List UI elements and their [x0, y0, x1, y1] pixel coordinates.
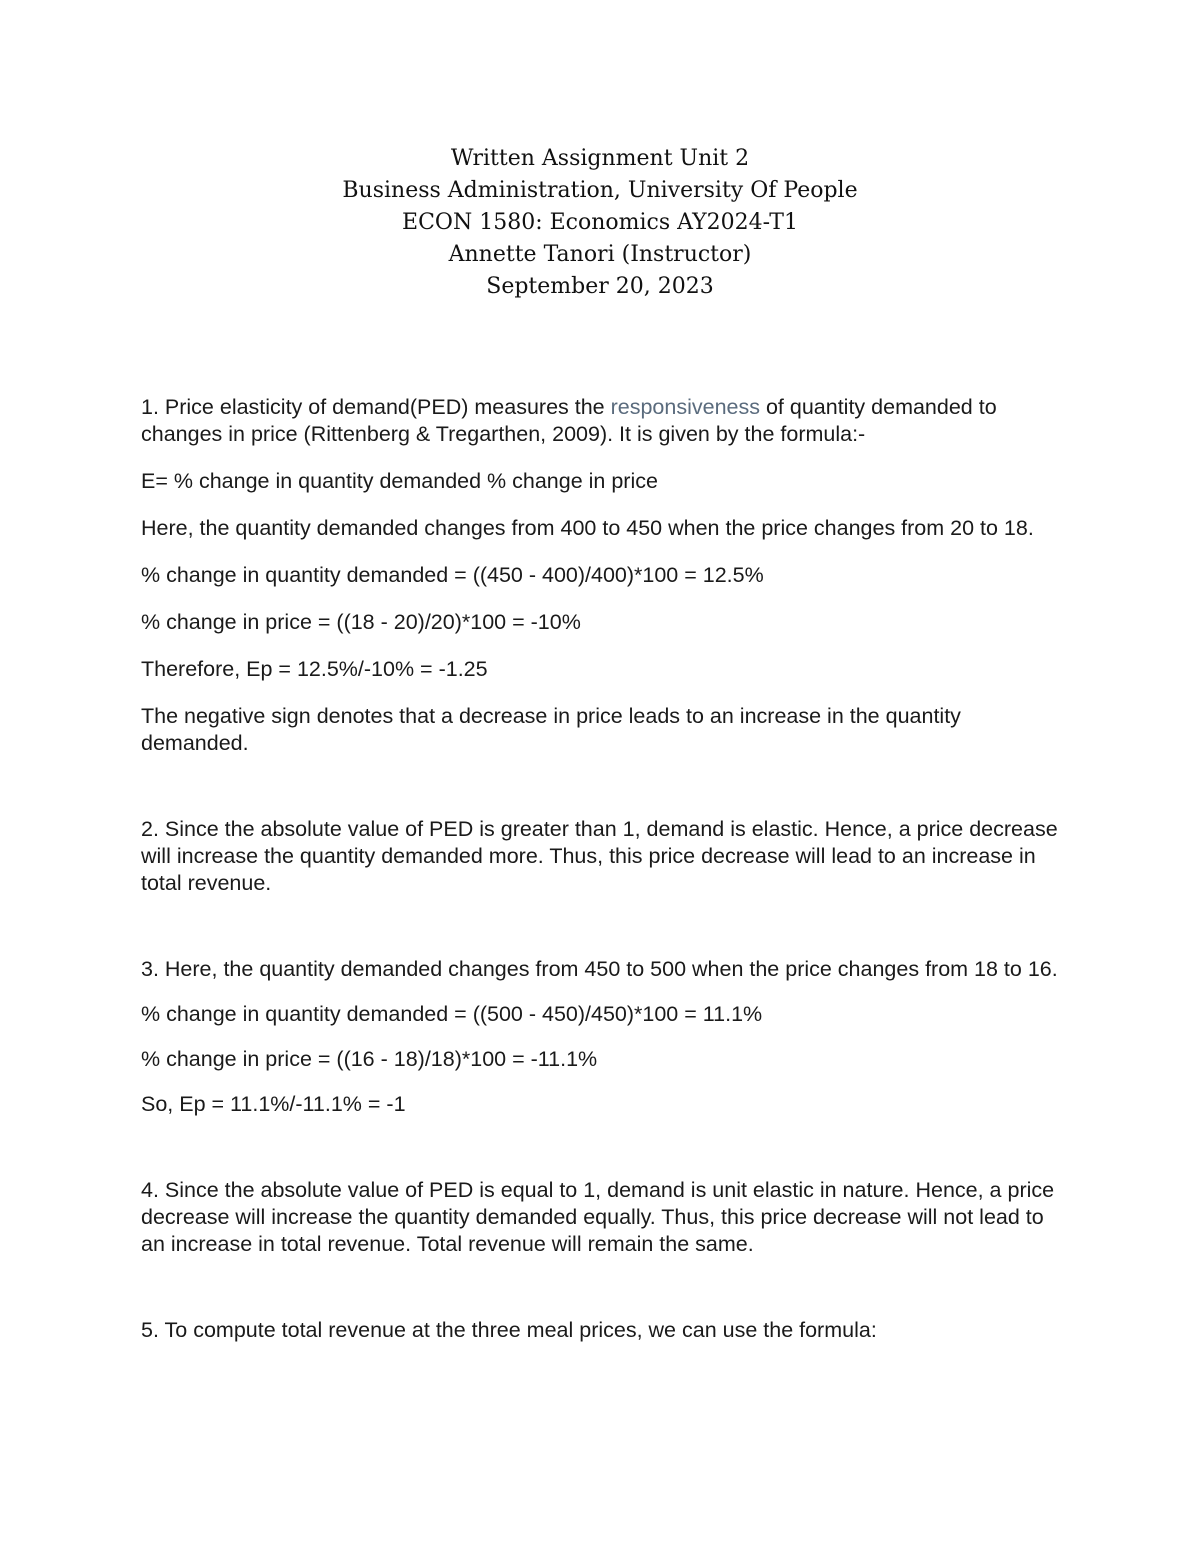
q3-context: 3. Here, the quantity demanded changes from 450 to 500 when the price changes from 18 to 16. — [141, 957, 1058, 981]
q1-formula: E= % change in quantity demanded % change in price — [141, 469, 658, 493]
q3-result: So, Ep = 11.1%/-11.1% = -1 — [141, 1092, 406, 1116]
q1-note: The negative sign denotes that a decrease in price leads to an increase in the quantity demanded. — [141, 704, 961, 755]
responsiveness-link[interactable]: responsiveness — [610, 395, 760, 419]
q1-context: Here, the quantity demanded changes from 400 to 450 when the price changes from 20 to 18. — [141, 516, 1034, 540]
assignment-title: Written Assignment Unit 2 — [450, 146, 750, 171]
instructor-line: Annette Tanori (Instructor) — [448, 242, 752, 267]
q1-price-change: % change in price = ((18 - 20)/20)*100 = -10% — [141, 610, 581, 634]
q4-paragraph: 4. Since the absolute value of PED is equal to 1, demand is unit elastic in nature. Hence, a price decrease will increase the quantity demanded equally. Thus, this price decrease will not lead to an increase in total revenue. Total revenue will remain the same. — [141, 1178, 1055, 1256]
q2-paragraph: 2. Since the absolute value of PED is greater than 1, demand is elastic. Hence, a price decrease will increase the quantity demanded more. Thus, this price decrease will lead to an increase in total revenue. — [141, 817, 1058, 895]
q1-quantity-change: % change in quantity demanded = ((450 - 400)/400)*100 = 12.5% — [141, 563, 764, 587]
document-body — [141, 394, 1066, 1344]
q1-intro-paragraph — [141, 394, 1066, 448]
date-line: September 20, 2023 — [486, 274, 714, 299]
program-line: Business Administration, University Of People — [342, 178, 858, 203]
q3-price-change: % change in price = ((16 - 18)/18)*100 = -11.1% — [141, 1047, 598, 1071]
q1-intro-after: of quantity demanded to changes in price (Rittenberg & Tregarthen, 2009). It is given by the formula:- — [141, 395, 997, 446]
q3-quantity-change: % change in quantity demanded = ((500 - 450)/450)*100 = 11.1% — [141, 1002, 763, 1026]
q1-result: Therefore, Ep = 12.5%/-10% = -1.25 — [141, 657, 488, 681]
document-header — [0, 143, 1200, 303]
q5-paragraph: 5. To compute total revenue at the three meal prices, we can use the formula: — [141, 1318, 877, 1342]
q1-intro-before: 1. Price elasticity of demand(PED) measures the — [141, 395, 611, 419]
course-line: ECON 1580: Economics AY2024-T1 — [402, 210, 798, 235]
